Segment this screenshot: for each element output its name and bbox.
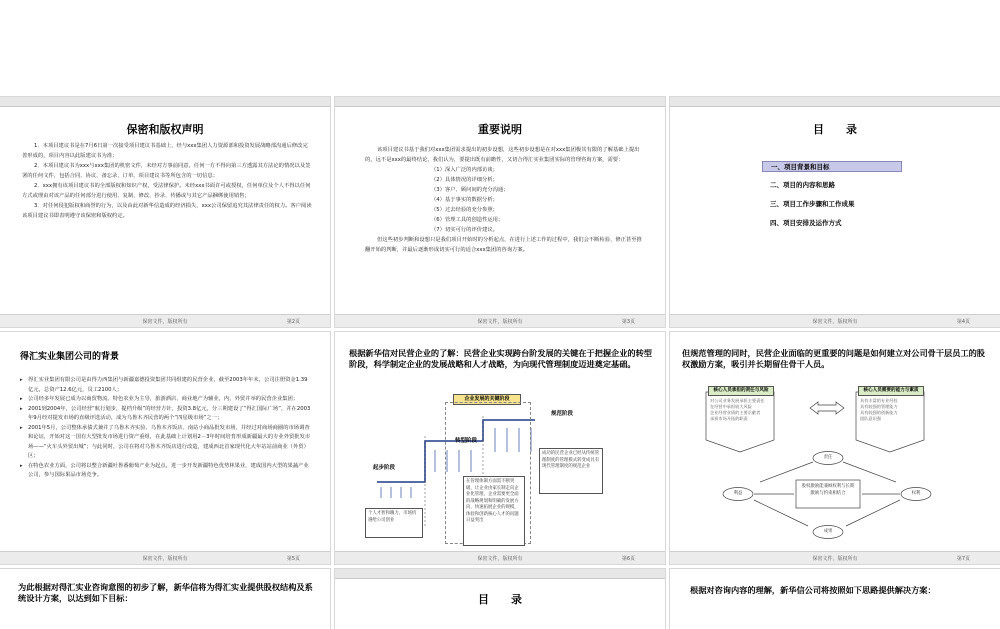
stage-label: 规范阶段 bbox=[551, 411, 574, 417]
list-item: 企业经营业绩的主要贡献者 bbox=[710, 410, 761, 415]
page-number: 第2页 bbox=[286, 319, 300, 325]
slide-footer bbox=[0, 551, 330, 564]
page-number: 第3页 bbox=[621, 319, 635, 325]
footer-text: 保密文件，版权所有 bbox=[477, 556, 523, 562]
slide-heading: 但规范管理的同时，民营企业面临的更重要的问题是如何建立对公司骨干层员工的股权激励方案，吸引并长期留住骨干人员。 bbox=[682, 348, 985, 369]
bullet-item: ▸ 2001到2004年，公司经营“航行划步，提档升级”的经营方针，投资3.8亿元，分三期建设了“得汇国际广场”，并在2003年9月经对提发市场的直级评选活动，成为乌鲁木齐民营的两个“四星级市场”之一； bbox=[20, 405, 312, 424]
toc-item-active[interactable]: 一、项目背景和目标 bbox=[762, 161, 902, 172]
slide-footer bbox=[670, 551, 1000, 564]
footer-text: 保密文件，版权所有 bbox=[812, 319, 858, 325]
toc-item[interactable]: 二、项目的内容和思路 bbox=[770, 181, 835, 189]
paragraph: 3．对任何侵犯版权和商誉的行为，以及由此对新华信造成的经济损失，xxx公司保留追究其法律责任的权力。客户阅读该项目建议书即表明遵守该保密和版权约定。 bbox=[22, 203, 312, 219]
stage-label: 起步阶段 bbox=[373, 465, 396, 471]
list-item: 承担市场开拓的职责 bbox=[710, 416, 748, 421]
slide-top-bar bbox=[335, 97, 665, 107]
slide-top-bar bbox=[0, 97, 330, 107]
paragraph: 1．本项目建议书是在7月6日第一次接受项目建议书基础上，经与xxx集团人力资源部和投资发展战略部沟通后修改完善形成的，项目内容以此版建议书为准； bbox=[22, 143, 308, 159]
center-text: 股权激励能兼顾权利与长期激励与约束相结合 bbox=[801, 484, 855, 496]
slide-heading: 为此根据对得汇实业咨询意图的初步了解，新华信将为得汇实业提供股权结构及系统设计方案，以达到如下目标： bbox=[18, 582, 313, 603]
footer-text: 保密文件，版权所有 bbox=[142, 319, 188, 325]
slide-top-bar bbox=[670, 97, 1000, 107]
slide-goals bbox=[0, 569, 330, 629]
bullet-item: ▸ 在特色农业方面，公司将以整合新疆吐鲁番葡萄产业为起点，进一步开发新疆特色优势林果业，建成国内大型的果蔬产业公司，参与国际果品市场竞争。 bbox=[20, 462, 312, 481]
page-number: 第4页 bbox=[956, 319, 970, 325]
node-label: 成果 bbox=[823, 529, 833, 534]
list-item: （5）过去经验的充分参照； bbox=[431, 207, 498, 213]
responsibility-box-title: 核心人员承担的责任与风险 bbox=[708, 386, 774, 396]
slide-footer bbox=[670, 314, 1000, 327]
slide-title: 目 录 bbox=[478, 593, 522, 606]
critical-stage-label: 企业发展的关键阶段 bbox=[453, 394, 521, 405]
stage-label: 转型阶段 bbox=[455, 438, 478, 444]
list-item: （2）具体情况的详细分析； bbox=[431, 177, 498, 183]
bullet-item: ▸ 公司经多年发展已成为以商贸物流、特色农业为主导，旅游酒店、商业地产为辅业，内、外贸并举的民营企业集团； bbox=[20, 395, 312, 405]
node-label: 权利 bbox=[911, 491, 921, 496]
list-item: （3）客户、顾问间的充分沟通； bbox=[431, 187, 509, 193]
list-item: 团队意识强 bbox=[860, 416, 881, 421]
list-item: （7）切实可行的评价建议。 bbox=[431, 227, 498, 233]
slide-title: 保密和版权声明 bbox=[126, 123, 204, 136]
footer-text: 保密文件，版权所有 bbox=[812, 556, 858, 562]
list-item: 具有丰富的专业经验 bbox=[860, 398, 898, 403]
stage-description: 在管理体制方面需不断突破，让企业由家长制走向企业化管理，企业需要更全面的战略规划和明确的发展方向，快速拓展企业的规模，体验和创新核心人才的问题日益突出 bbox=[463, 476, 525, 546]
node-label: 利益 bbox=[733, 491, 743, 496]
paragraph: 但这些初步判断和设想只是我们项目开始时的分析起点，在进行上述工作的过程中，我们会不断检验、修正甚至推翻开始的判断，并最后逐渐形成切实可行的适合xxx集团的咨询方案。 bbox=[365, 237, 642, 253]
page-number: 第6页 bbox=[621, 556, 635, 562]
paragraph: 2．本项目建议书为xxx与xxx集团的机密文件，未经对方事前同意，任何一方不得向第三方透露其方法论的情况以及签署的任何文件，包括合同、协议、备忘录、订单、项目建议书等所包含的一切信息； bbox=[22, 163, 311, 179]
list-item: （6）管理工具的创造性运用； bbox=[431, 217, 504, 223]
page-number: 第5页 bbox=[286, 556, 300, 562]
slide-toc bbox=[670, 97, 1000, 327]
bullet-item: ▸ 得汇实业集团有限公司是由得力西集团与新疆嘉德投资集团共同组建的民营企业，截至2003年年末，公司注册资金1.39亿元，总资产12.6亿元，员工2100人； bbox=[20, 376, 312, 395]
slide-toc-2 bbox=[335, 569, 665, 629]
list-item: 对公司业务发展承担主要责任 bbox=[710, 398, 765, 403]
double-arrow-icon bbox=[810, 402, 844, 414]
paragraph: 2．xxx拥有该项目建议书的全部版权和知识产权，受法律保护。未经xxx书面许可或授权，任何单位及个人不得以任何方式或理由对该产品的任何部分进行使用、复制、修改、抄录、传播或与其它产品捆绑使用销售； bbox=[22, 183, 311, 199]
slide-transition bbox=[335, 332, 665, 564]
list-item: 具有较强的管理能力 bbox=[860, 404, 898, 409]
slide-approach bbox=[670, 569, 1000, 629]
slide-footer bbox=[335, 551, 665, 564]
paragraph: 该项目建议书基于我们对xxx集团需求提出的初步设想，这些初步设想是在对xxx集团极其有限的了解基础上提出的，远不是xxx的最终结论，我们认为，要提出既有前瞻性，又切合得汇实业集团实际的管理咨询方案，需要： bbox=[365, 147, 640, 163]
slide-heading: 根据新华信对民营企业的了解：民营企业实现跨台阶发展的关键在于把握企业的转型阶段，科学制定企业的发展战略和人才战略，为向现代管理制度迈进奠定基础。 bbox=[349, 348, 652, 369]
slide-title: 重要说明 bbox=[478, 123, 522, 136]
page-number: 第7页 bbox=[956, 556, 970, 562]
slide-footer bbox=[0, 314, 330, 327]
slide-footer bbox=[335, 314, 665, 327]
slide-incentive bbox=[670, 332, 1000, 564]
list-item: 具有较强的创新能力 bbox=[860, 410, 898, 415]
list-item: （4）基于事实的数据分析； bbox=[431, 197, 498, 203]
capability-box-title: 核心人员需要的能力与素质 bbox=[858, 386, 924, 396]
slide-top-bar bbox=[335, 569, 665, 579]
stage-description: 成功的民营企业已经从传统管理制度的管理模式转变成具有现代管理制度的规范企业 bbox=[539, 448, 603, 494]
slide-background bbox=[0, 332, 330, 564]
slide-heading: 根据对咨询内容的理解，新华信公司将按照如下思路提供解决方案： bbox=[690, 585, 936, 595]
stage-description: 个人才智和魄力、市场机遇给公司创业 bbox=[365, 508, 423, 538]
list-item: （1）深入广泛的内部访谈； bbox=[431, 167, 498, 173]
slide-secrecy bbox=[0, 97, 330, 327]
footer-text: 保密文件，版权所有 bbox=[477, 319, 523, 325]
bullet-item: ▸ 2001年5月，公司整体承债式兼并了乌鲁木齐实验、乌鲁木齐饭店、南站小商品批发市场，并经过对商场商圈的市场调查和论证，开始对这一国有大型批发市场进行资产重组，在此基础上计划用2－3年时间培育形成新疆最大的专业外贸批发市场——“火车头外贸出城”；与此同时，公司在将对乌鲁木齐饭店进行改造，建成西北首家现代化大年站站前商业（外贸）区； bbox=[20, 424, 312, 462]
slide-important bbox=[335, 97, 665, 327]
toc-item[interactable]: 三、项目工作步骤和工作成果 bbox=[770, 200, 855, 208]
node-label: 责任 bbox=[823, 455, 833, 460]
toc-item[interactable]: 四、项目安排及运作方式 bbox=[770, 219, 842, 227]
slide-title: 得汇实业集团公司的背景 bbox=[20, 352, 120, 362]
footer-text: 保密文件，版权所有 bbox=[142, 556, 188, 562]
slide-title: 目 录 bbox=[813, 123, 857, 136]
list-item: 在经营中承担较大风险 bbox=[710, 404, 752, 409]
